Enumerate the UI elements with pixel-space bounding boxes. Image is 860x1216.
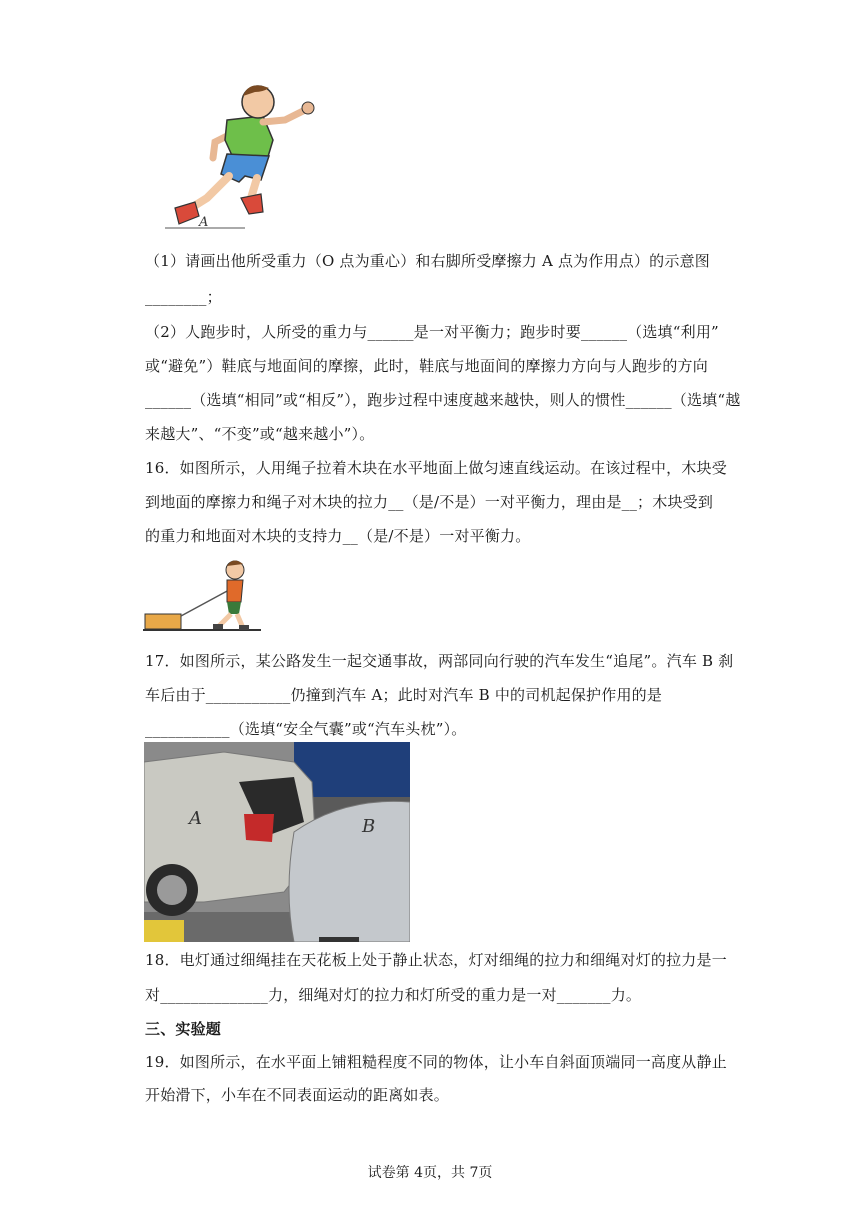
car-crash-photo <box>144 742 410 942</box>
point-a-label: A <box>199 215 209 230</box>
q19-line2: 开始滑下，小车在不同表面运动的距离如表。 <box>145 1086 450 1104</box>
page-footer: 试卷第 4页，共 7页 <box>367 1165 493 1181</box>
q16-line3: 的重力和地面对木块的支持力__（是/不是）一对平衡力。 <box>145 527 531 545</box>
q16-line2: 到地面的摩擦力和绳子对木块的拉力__（是/不是）一对平衡力，理由是__；木块受到 <box>145 493 714 511</box>
q15-sub1-line1: （1）请画出他所受重力（O 点为重心）和右脚所受摩擦力 A 点为作用点）的示意图 <box>145 252 710 270</box>
q16-line1: 16．如图所示，人用绳子拉着木块在水平地面上做匀速直线运动。在该过程中，木块受 <box>145 459 727 477</box>
q17-line1: 17．如图所示，某公路发生一起交通事故，两部同向行驶的汽车发生“追尾”。汽车 B 刹 <box>145 652 734 670</box>
q15-sub1-line2: ________； <box>145 288 222 306</box>
car-a-label: A <box>189 808 202 829</box>
q17-line2: 车后由于___________仍撞到汽车 A；此时对汽车 B 中的司机起保护作用的是 <box>145 686 663 704</box>
pulling-block-figure <box>143 556 263 634</box>
running-boy-figure <box>165 80 325 235</box>
q15-sub2-line4: 来越大”、“不变”或“越来越小”）。 <box>145 425 375 443</box>
section-title-experiments: 三、实验题 <box>145 1020 222 1038</box>
q18-line2: 对______________力，细绳对灯的拉力和灯所受的重力是一对_______力。 <box>145 986 642 1004</box>
q19-line1: 19．如图所示，在水平面上铺粗糙程度不同的物体，让小车自斜面顶端同一高度从静止 <box>145 1053 727 1071</box>
q15-sub2-line2: 或“避免”）鞋底与地面间的摩擦，此时，鞋底与地面间的摩擦力方向与人跑步的方向 <box>145 357 708 375</box>
car-b-label: B <box>362 816 376 837</box>
q17-line3: ___________（选填“安全气囊”或“汽车头枕”）。 <box>145 720 467 738</box>
q15-sub2-line1: （2）人跑步时，人所受的重力与______是一对平衡力；跑步时要______（选填“利用” <box>145 323 719 341</box>
q15-sub2-line3: ______（选填“相同”或“相反”），跑步过程中速度越来越快，则人的惯性______（选填“越 <box>145 391 741 409</box>
q18-line1: 18．电灯通过细绳挂在天花板上处于静止状态，灯对细绳的拉力和细绳对灯的拉力是一 <box>145 951 727 969</box>
